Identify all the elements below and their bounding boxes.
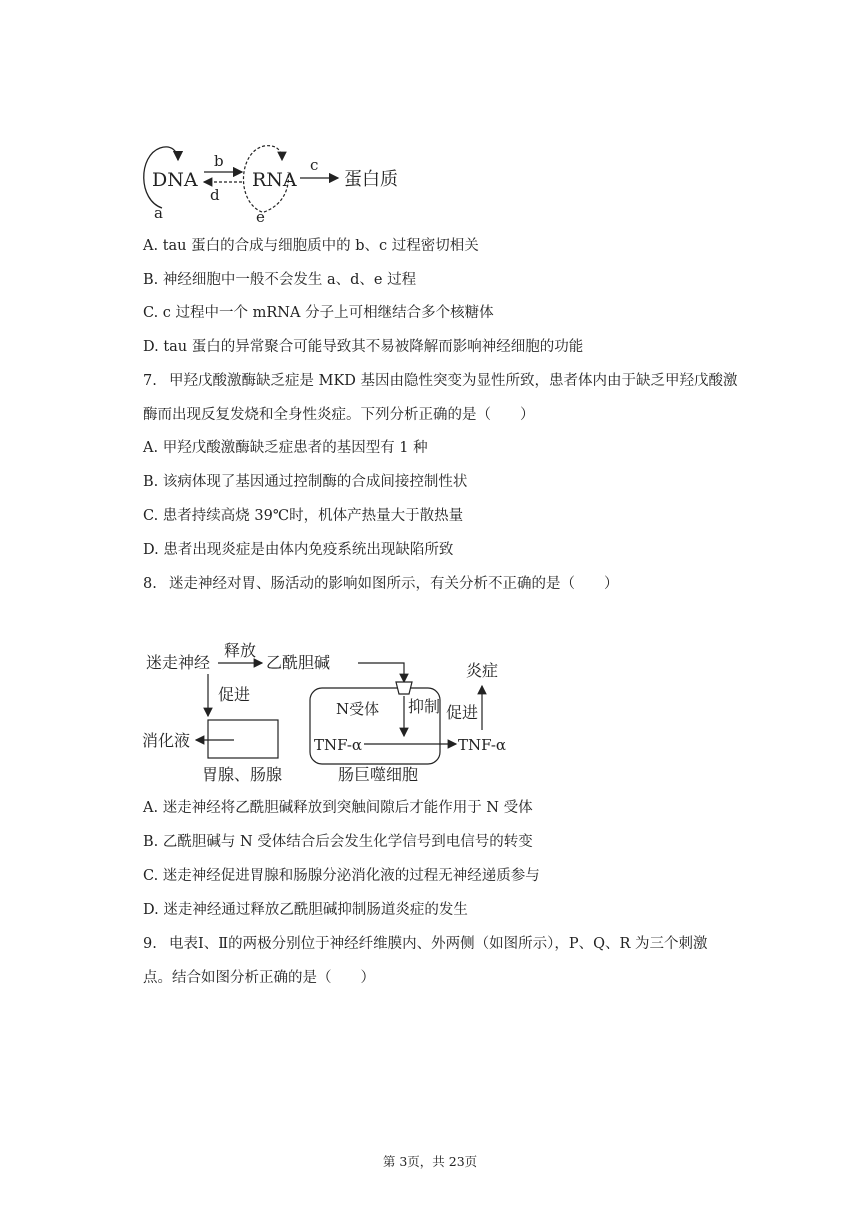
q7-number: 7. bbox=[143, 373, 157, 389]
q7-stem-line2: 酶而出现反复发烧和全身性炎症。下列分析正确的是（ ） bbox=[143, 407, 535, 423]
protein-label: 蛋白质 bbox=[344, 169, 398, 190]
macrophage-label: 肠巨噬细胞 bbox=[338, 765, 419, 784]
dna-label: DNA bbox=[152, 169, 198, 191]
q7-option-b: B. 该病体现了基因通过控制酶的合成间接控制性状 bbox=[143, 474, 468, 490]
q9-number: 9. bbox=[143, 936, 157, 952]
q7-stem-text1: 甲羟戊酸激酶缺乏症是 MKD 基因由隐性突变为显性所致，患者体内由于缺乏甲羟戊酸激 bbox=[169, 373, 738, 389]
q7-option-d: D. 患者出现炎症是由体内免疫系统出现缺陷所致 bbox=[143, 542, 454, 558]
digestive-label: 消化液 bbox=[142, 731, 191, 750]
q8-stem-text1: 迷走神经对胃、肠活动的影响如图所示，有关分析不正确的是（ ） bbox=[169, 576, 619, 592]
tnf-right-label: TNF-α bbox=[458, 736, 507, 754]
label-d: d bbox=[210, 186, 220, 204]
glands-label: 胃腺、肠腺 bbox=[202, 765, 283, 784]
vagus-label: 迷走神经 bbox=[146, 653, 211, 672]
q7-option-a: A. 甲羟戊酸激酶缺乏症患者的基因型有 1 种 bbox=[143, 440, 428, 456]
q6-option-a: A. tau 蛋白的合成与细胞质中的 b、c 过程密切相关 bbox=[143, 238, 479, 254]
q6-option-c: C. c 过程中一个 mRNA 分子上可相继结合多个核糖体 bbox=[143, 305, 494, 321]
n-receptor-label: N受体 bbox=[336, 700, 380, 718]
vagus-nerve-svg bbox=[138, 632, 518, 788]
q9-stem-line2: 点。结合如图分析正确的是（ ） bbox=[143, 970, 375, 986]
q8-option-c: C. 迷走神经促进胃腺和肠腺分泌消化液的过程无神经递质参与 bbox=[143, 868, 540, 884]
q6-option-b: B. 神经细胞中一般不会发生 a、d、e 过程 bbox=[143, 272, 417, 288]
q8-stem-line1 bbox=[143, 574, 619, 594]
n-receptor-shape bbox=[396, 682, 412, 694]
label-c: c bbox=[310, 156, 319, 174]
q8-option-a: A. 迷走神经将乙酰胆碱释放到突触间隙后才能作用于 N 受体 bbox=[143, 800, 533, 816]
label-b: b bbox=[214, 152, 224, 170]
inflammation-label: 炎症 bbox=[466, 661, 499, 680]
q6-option-d: D. tau 蛋白的异常聚合可能导致其不易被降解而影响神经细胞的功能 bbox=[143, 339, 584, 355]
page-footer: 第 3页，共 23页 bbox=[382, 1154, 478, 1169]
label-e: e bbox=[256, 208, 265, 226]
promote2-label: 促进 bbox=[446, 703, 479, 722]
q7-option-c: C. 患者持续高烧 39℃时，机体产热量大于散热量 bbox=[143, 508, 464, 524]
q9-stem-text1: 电表Ⅰ、Ⅱ的两极分别位于神经纤维膜内、外两侧（如图所示），P、Q、R 为三个刺激 bbox=[169, 936, 708, 952]
q7-stem-line1 bbox=[143, 371, 738, 391]
gland-box bbox=[208, 720, 278, 758]
ach-label: 乙酰胆碱 bbox=[266, 653, 331, 672]
q8-option-d: D. 迷走神经通过释放乙酰胆碱抑制肠道炎症的发生 bbox=[143, 902, 468, 918]
promote1-label: 促进 bbox=[218, 685, 251, 704]
q8-option-b: B. 乙酰胆碱与 N 受体结合后会发生化学信号到电信号的转变 bbox=[143, 834, 533, 850]
release-label: 释放 bbox=[224, 641, 257, 660]
vagus-nerve-figure bbox=[138, 632, 518, 788]
tnf-left-label: TNF-α bbox=[314, 736, 363, 754]
central-dogma-figure bbox=[138, 138, 418, 228]
q9-stem-line1 bbox=[143, 934, 708, 954]
central-dogma-svg bbox=[138, 138, 418, 228]
arrow-ach-to-receptor bbox=[358, 663, 404, 682]
q8-number: 8. bbox=[143, 576, 157, 592]
rna-label: RNA bbox=[252, 169, 297, 191]
label-a: a bbox=[154, 204, 163, 222]
inhibit-label: 抑制 bbox=[408, 697, 441, 716]
